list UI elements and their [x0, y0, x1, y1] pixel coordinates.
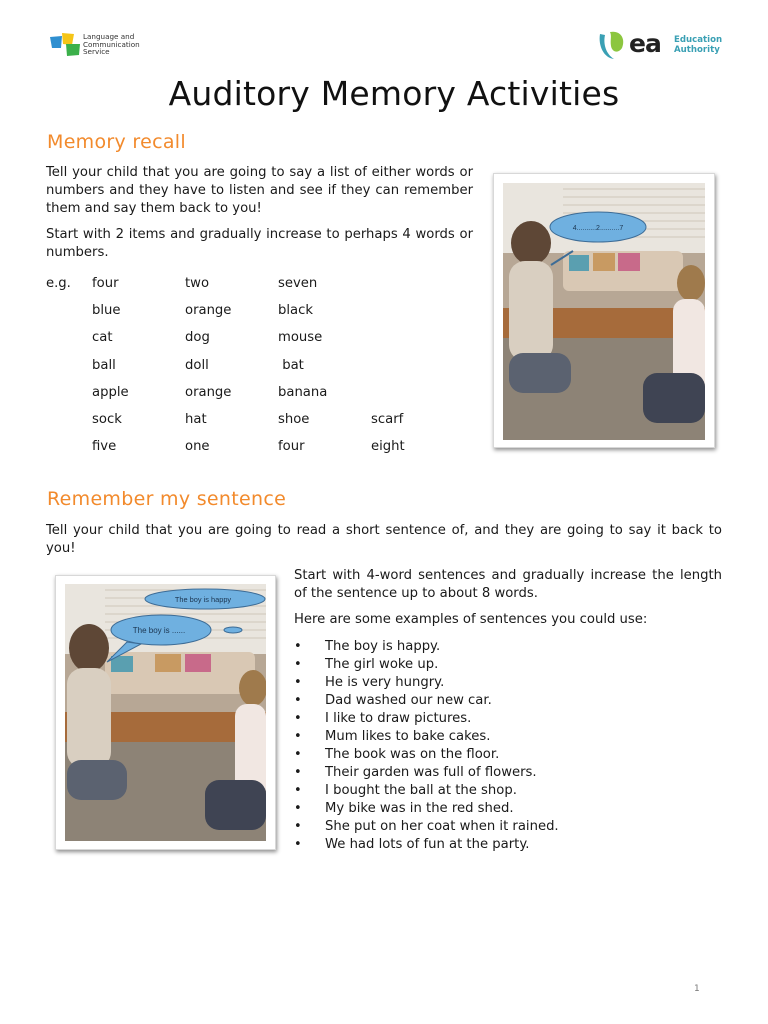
word-row: [46, 379, 431, 406]
memory-recall-paragraph-2: Start with 2 items and gradually increase to perhaps 4 words or numbers.: [46, 227, 473, 260]
word-cell: [371, 352, 431, 379]
list-item: • She put on her coat when it rained.: [294, 818, 559, 836]
memory-recall-paragraph-1: Tell your child that you are going to say a list of either words or numbers and they have to listen and see if they can remember them and say them back to you!: [46, 165, 473, 216]
word-cell: one: [185, 439, 210, 455]
list-item: • My bike was in the red shed.: [294, 800, 559, 818]
word-cell: dog: [185, 330, 210, 346]
word-cell: seven: [278, 276, 318, 292]
word-cell: [371, 324, 431, 351]
word-row: [46, 324, 431, 351]
remember-sentence-paragraph-2: Here are some examples of sentences you could use:: [294, 612, 648, 627]
ea-logo-mark-icon: [596, 28, 630, 62]
lcs-logo-text: Language and Communication Service: [83, 32, 140, 57]
word-cell: orange: [185, 384, 232, 400]
section-heading-remember-sentence: Remember my sentence: [47, 488, 287, 510]
ea-logo-words: Education Authority: [674, 35, 723, 55]
word-cell: [371, 270, 431, 297]
word-cell: blue: [92, 303, 121, 319]
remember-sentence-paragraph-1: Start with 4-word sentences and gradually increase the length of the sentence up to about 8 words.: [294, 568, 722, 601]
lcs-logo-mark-icon: [48, 31, 82, 59]
word-row: [46, 433, 431, 460]
photo-children-sentence-recall: [55, 575, 276, 850]
word-cell: banana: [278, 384, 328, 400]
list-item: • The girl woke up.: [294, 656, 559, 674]
word-list-table: [46, 270, 431, 460]
photo-bubble-left-text: The boy is ......: [132, 626, 186, 635]
list-item: • Their garden was full of flowers.: [294, 764, 559, 782]
word-cell: mouse: [278, 330, 323, 346]
list-item: • Dad washed our new car.: [294, 692, 559, 710]
word-cell: bat: [278, 357, 304, 373]
word-cell: [371, 297, 431, 324]
word-cell: [371, 379, 431, 406]
remember-sentence-intro: Tell your child that you are going to read a short sentence of, and they are going to say it back to you!: [46, 523, 722, 556]
word-row: [46, 352, 431, 379]
list-item: • Mum likes to bake cakes.: [294, 728, 559, 746]
word-row: [46, 270, 431, 297]
word-row: [46, 406, 431, 433]
photo-bubble-top-text: The boy is happy: [174, 595, 232, 604]
list-item: • The book was on the floor.: [294, 746, 559, 764]
list-item: • He is very hungry.: [294, 674, 559, 692]
section-heading-memory-recall: Memory recall: [47, 131, 186, 153]
word-cell: eight: [371, 439, 405, 455]
list-item: • We had lots of fun at the party.: [294, 836, 559, 854]
word-cell: four: [278, 439, 305, 455]
page-title: Auditory Memory Activities: [168, 74, 620, 113]
list-item: • I like to draw pictures.: [294, 710, 559, 728]
word-cell: scarf: [371, 412, 404, 428]
photo-bubble-text: 4..........2..........7: [572, 225, 624, 232]
word-cell: doll: [185, 357, 209, 373]
word-cell: four: [92, 276, 119, 292]
photo-image: [503, 183, 705, 440]
word-row: [46, 297, 431, 324]
ea-logo-letters: ea: [629, 29, 661, 58]
education-authority-logo: [596, 28, 726, 62]
language-communication-service-logo: [48, 31, 168, 59]
word-cell: two: [185, 276, 210, 292]
word-cell: orange: [185, 303, 232, 319]
word-cell: cat: [92, 330, 113, 346]
word-cell: five: [92, 439, 117, 455]
word-cell: ball: [92, 357, 116, 373]
word-cell: sock: [92, 412, 122, 428]
list-item: • I bought the ball at the shop.: [294, 782, 559, 800]
word-cell: black: [278, 303, 314, 319]
word-cell: hat: [185, 412, 207, 428]
photo-children-number-recall: [493, 173, 715, 448]
example-sentences-list: [294, 638, 559, 854]
word-cell: apple: [92, 384, 129, 400]
eg-label: e.g.: [46, 276, 71, 292]
photo-image: [65, 584, 266, 841]
word-cell: shoe: [278, 412, 310, 428]
list-item: • The boy is happy.: [294, 638, 559, 656]
page-number: 1: [694, 984, 700, 994]
